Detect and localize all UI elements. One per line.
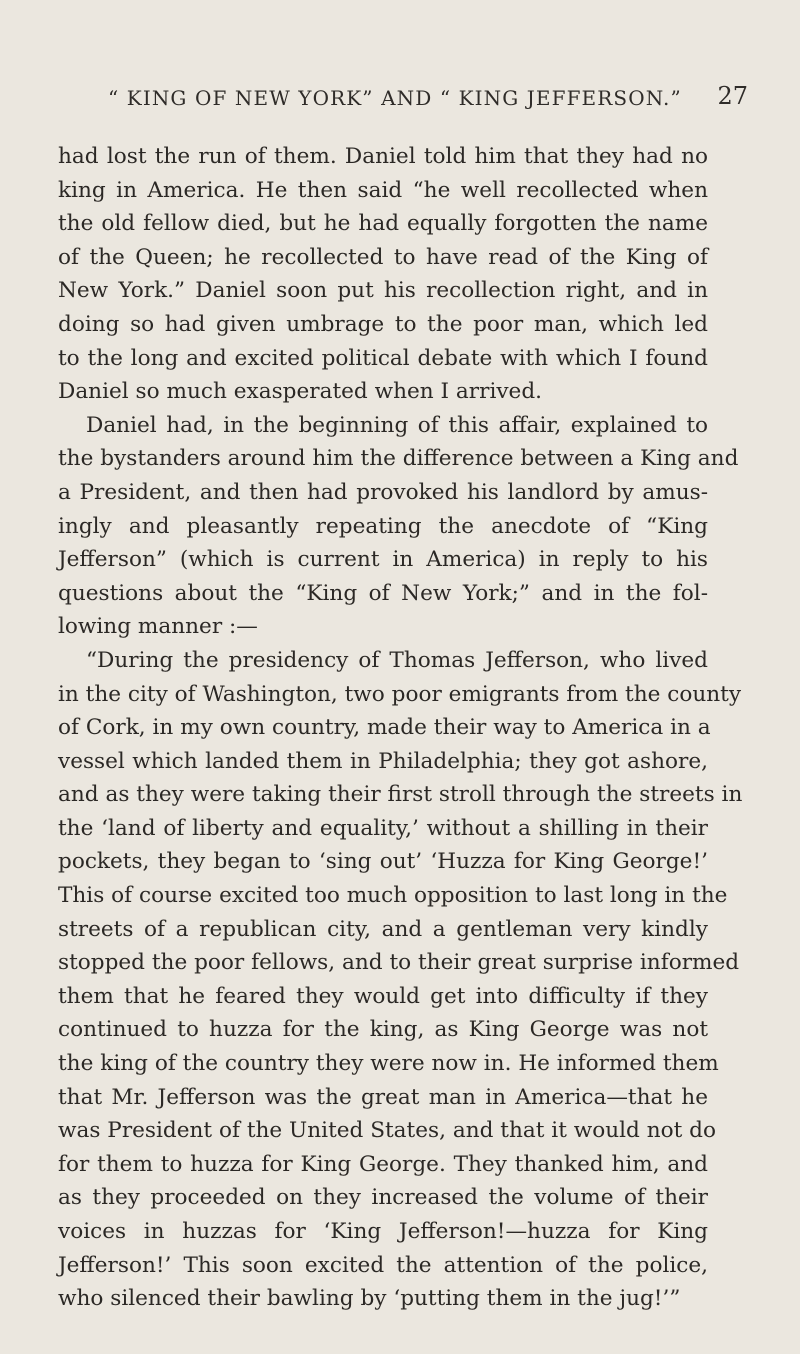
text-line: vessel which landed them in Philadelphia; they got ashore, xyxy=(58,748,708,774)
text-line: stopped the poor fellows, and to their great surprise informed xyxy=(58,950,740,976)
text-line: as they proceeded on they increased the volume of their xyxy=(58,1185,708,1211)
text-line: them that he feared they would get into difficulty if they xyxy=(58,983,708,1009)
text-line: in the city of Washington, two poor emigrants from the county xyxy=(58,681,742,707)
text-line: questions about the “King of New York;” and in the fol- xyxy=(58,580,708,606)
running-head xyxy=(108,76,748,116)
text-line: the ‘land of liberty and equality,’ without a shilling in their xyxy=(58,815,708,841)
text-line: the bystanders around him the difference between a King and xyxy=(58,446,739,472)
text-line: the king of the country they were now in. He informed them xyxy=(58,1051,719,1077)
text-line: the old fellow died, but he had equally forgotten the name xyxy=(58,211,708,237)
text-line: “During the presidency of Thomas Jefferson, who lived xyxy=(86,647,708,673)
text-line: and as they were taking their first stroll through the streets in xyxy=(58,782,743,808)
text-line: voices in huzzas for ‘King Jefferson!—huzza for King xyxy=(58,1219,708,1244)
text-line: Jefferson” (which is current in America) in reply to his xyxy=(58,547,708,573)
text-line: Daniel so much exasperated when I arrived. xyxy=(58,379,543,405)
text-line: a President, and then had provoked his landlord by amus- xyxy=(58,479,708,505)
page-number: 27 xyxy=(717,82,748,110)
text-line: pockets, they began to ‘sing out’ ‘Huzza for King George!’ xyxy=(58,849,708,875)
text-line: continued to huzza for the king, as King George was not xyxy=(58,1017,708,1043)
text-line: lowing manner :— xyxy=(58,614,258,640)
text-line: was President of the United States, and that it would not do xyxy=(58,1118,716,1144)
text-line: streets of a republican city, and a gentleman very kindly xyxy=(58,916,708,942)
text-line: to the long and excited political debate with which I found xyxy=(58,345,708,371)
text-line: who silenced their bawling by ‘putting them in the jug!’” xyxy=(58,1286,681,1312)
body-text xyxy=(58,140,743,1316)
text-line: Daniel had, in the beginning of this affair, explained to xyxy=(86,412,708,438)
text-line: of the Queen; he recollected to have read of the King of xyxy=(58,244,708,270)
text-line: had lost the run of them. Daniel told him that they had no xyxy=(58,144,708,169)
text-line: for them to huzza for King George. They thanked him, and xyxy=(58,1151,708,1177)
text-line: doing so had given umbrage to the poor man, which led xyxy=(58,311,708,337)
text-line: king in America. He then said “he well recollected when xyxy=(58,177,708,203)
running-title: “ KING OF NEW YORK” AND “ KING JEFFERSON.” xyxy=(108,86,682,110)
text-line: of Cork, in my own country, made their way to America in a xyxy=(58,715,711,741)
text-line: Jefferson!’ This soon excited the attention of the police, xyxy=(58,1252,708,1278)
text-line: ingly and pleasantly repeating the anecdote of “King xyxy=(58,513,708,539)
text-line: New York.” Daniel soon put his recollection right, and in xyxy=(58,278,708,304)
text-line: This of course excited too much opposition to last long in the xyxy=(58,883,728,909)
text-line: that Mr. Jefferson was the great man in America—that he xyxy=(58,1084,708,1110)
